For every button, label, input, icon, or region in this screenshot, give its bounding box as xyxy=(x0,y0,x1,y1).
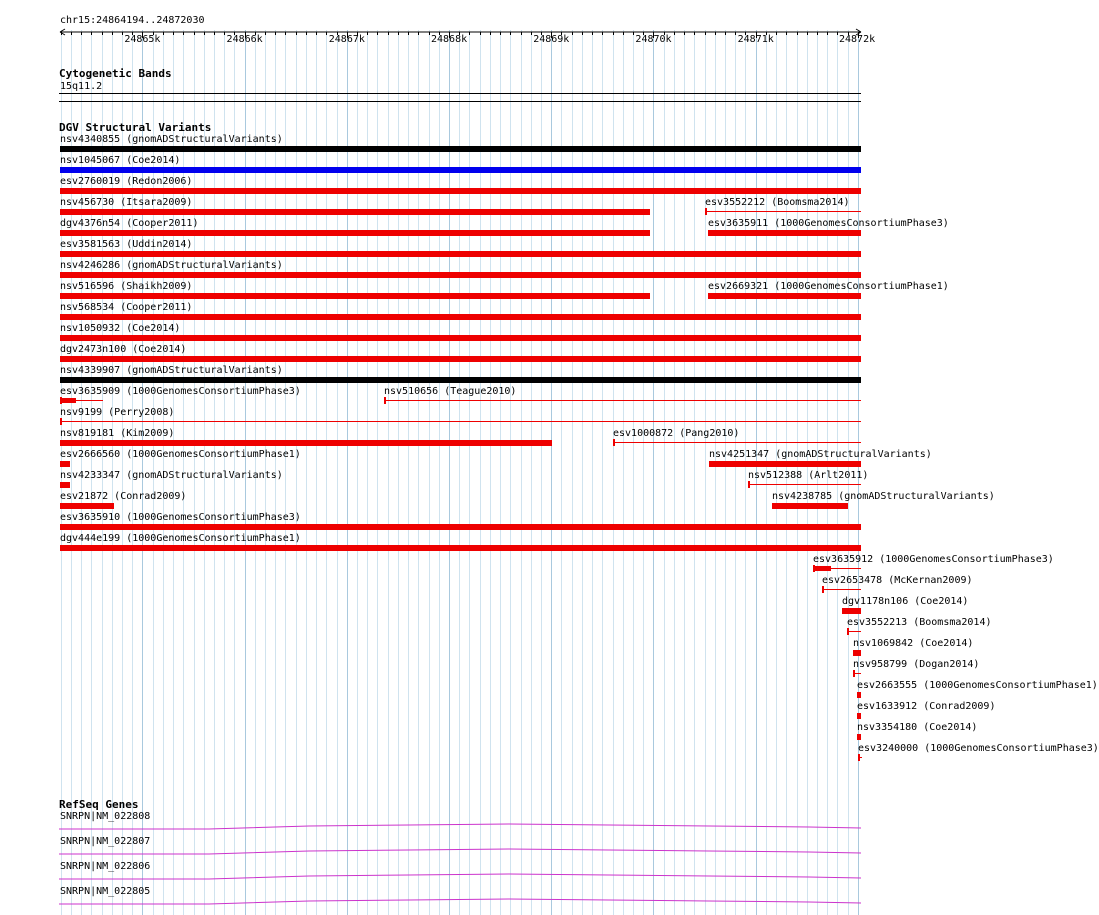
gridline xyxy=(449,30,450,915)
gridline xyxy=(429,30,430,915)
variant-glyph[interactable] xyxy=(857,692,861,698)
variant-label[interactable]: esv21872 (Conrad2009) xyxy=(60,491,187,502)
variant-glyph[interactable] xyxy=(60,440,552,446)
variant-label[interactable]: esv2663555 (1000GenomesConsortiumPhase1) xyxy=(857,680,1098,691)
variant-glyph[interactable] xyxy=(60,418,861,425)
gridline xyxy=(633,30,634,915)
ruler-tick-label: 24870k xyxy=(635,34,672,45)
variant-thin-line xyxy=(849,631,861,632)
gridline xyxy=(388,30,389,915)
variant-label[interactable]: esv3240000 (1000GenomesConsortiumPhase3) xyxy=(858,743,1099,754)
gridline xyxy=(613,30,614,915)
variant-label[interactable]: nsv4340855 (gnomADStructuralVariants) xyxy=(60,134,283,145)
gridline xyxy=(408,30,409,915)
variant-glyph[interactable] xyxy=(60,377,861,383)
ruler-tick-label: 24865k xyxy=(124,34,161,45)
gridline xyxy=(572,30,573,915)
variant-glyph[interactable] xyxy=(858,754,862,761)
variant-glyph[interactable] xyxy=(60,209,650,215)
variant-thin-line xyxy=(615,442,861,443)
variant-label[interactable]: esv2653478 (McKernan2009) xyxy=(822,575,973,586)
gridline xyxy=(357,30,358,915)
variant-glyph[interactable] xyxy=(708,230,861,236)
variant-glyph[interactable] xyxy=(842,608,861,614)
variant-glyph[interactable] xyxy=(748,481,861,488)
gridline xyxy=(725,30,726,915)
gridline xyxy=(623,30,624,915)
variant-label[interactable]: esv3552212 (Boomsma2014) xyxy=(705,197,850,208)
gridline xyxy=(377,30,378,915)
ruler-tick-label: 24871k xyxy=(737,34,774,45)
gridline xyxy=(459,30,460,915)
gene-label[interactable]: SNRPN|NM_022806 xyxy=(60,861,151,872)
variant-glyph[interactable] xyxy=(613,439,861,446)
variant-glyph[interactable] xyxy=(60,461,70,467)
variant-label[interactable]: dgv2473n100 (Coe2014) xyxy=(60,344,187,355)
location-label: chr15:24864194..24872030 xyxy=(60,15,205,26)
ruler-tick-label: 24867k xyxy=(328,34,365,45)
variant-glyph[interactable] xyxy=(60,167,861,173)
gridline xyxy=(551,30,552,915)
variant-thin-line xyxy=(860,757,862,758)
variant-label[interactable]: nsv516596 (Shaikh2009) xyxy=(60,281,193,292)
variant-label[interactable]: esv1000872 (Pang2010) xyxy=(613,428,740,439)
variant-label[interactable]: esv3635909 (1000GenomesConsortiumPhase3) xyxy=(60,386,301,397)
gridline xyxy=(398,30,399,915)
variant-label[interactable]: nsv510656 (Teague2010) xyxy=(384,386,517,397)
variant-label[interactable]: nsv568534 (Cooper2011) xyxy=(60,302,193,313)
variant-label[interactable]: esv2760019 (Redon2006) xyxy=(60,176,193,187)
gridline xyxy=(439,30,440,915)
gridline xyxy=(715,30,716,915)
gridline xyxy=(653,30,654,915)
gene-model[interactable] xyxy=(59,823,862,831)
gridline xyxy=(592,30,593,915)
variant-thin-line xyxy=(824,589,861,590)
variant-glyph[interactable] xyxy=(60,146,861,152)
variant-glyph[interactable] xyxy=(60,482,70,488)
variant-label[interactable]: nsv3354180 (Coe2014) xyxy=(857,722,978,733)
dgv-track-title[interactable]: DGV Structural Variants xyxy=(59,121,212,134)
variant-glyph[interactable] xyxy=(857,713,861,719)
gridline xyxy=(745,30,746,915)
cytoband-track-line xyxy=(59,93,861,94)
variant-thin-line xyxy=(707,211,861,212)
variant-glyph[interactable] xyxy=(709,461,861,467)
variant-glyph[interactable] xyxy=(813,565,861,572)
variant-thick-part xyxy=(813,566,831,571)
track-separator xyxy=(59,101,861,102)
gridline xyxy=(521,30,522,915)
cytoband-band-label: 15q11.2 xyxy=(60,81,103,92)
gene-intron-line xyxy=(59,824,861,829)
variant-label[interactable]: nsv456730 (Itsara2009) xyxy=(60,197,193,208)
gridline xyxy=(510,30,511,915)
variant-label[interactable]: esv2666560 (1000GenomesConsortiumPhase1) xyxy=(60,449,301,460)
variant-glyph[interactable] xyxy=(60,356,861,362)
variant-thin-line xyxy=(750,484,861,485)
variant-label[interactable]: dgv4376n54 (Cooper2011) xyxy=(60,218,199,229)
gene-model[interactable] xyxy=(59,898,862,906)
variant-label[interactable]: nsv4251347 (gnomADStructuralVariants) xyxy=(709,449,932,460)
variant-label[interactable]: nsv819181 (Kim2009) xyxy=(60,428,175,439)
gridline xyxy=(469,30,470,915)
variant-glyph[interactable] xyxy=(60,314,861,320)
refseq-track-title[interactable]: RefSeq Genes xyxy=(59,798,139,811)
gridline xyxy=(735,30,736,915)
variant-label[interactable]: esv1633912 (Conrad2009) xyxy=(857,701,996,712)
gridline xyxy=(326,30,327,915)
gridline xyxy=(306,30,307,915)
gene-label[interactable]: SNRPN|NM_022808 xyxy=(60,811,151,822)
ruler-tick-label: 24866k xyxy=(226,34,263,45)
variant-thin-line xyxy=(855,673,861,674)
variant-label[interactable]: nsv4246286 (gnomADStructuralVariants) xyxy=(60,260,283,271)
gridline xyxy=(602,30,603,915)
gridline xyxy=(582,30,583,915)
ruler-tick-label: 24872k xyxy=(839,34,876,45)
variant-glyph[interactable] xyxy=(853,650,861,656)
variant-glyph[interactable] xyxy=(60,524,861,530)
variant-glyph[interactable] xyxy=(60,251,861,257)
gridline xyxy=(664,30,665,915)
gridline xyxy=(684,30,685,915)
variant-glyph[interactable] xyxy=(60,503,114,509)
variant-label[interactable]: nsv512388 (Arlt2011) xyxy=(748,470,869,481)
ruler-tick-label: 24868k xyxy=(430,34,468,45)
gridline xyxy=(285,30,286,915)
variant-glyph[interactable] xyxy=(384,397,861,404)
gene-intron-line xyxy=(59,874,861,879)
variant-label[interactable]: esv3635910 (1000GenomesConsortiumPhase3) xyxy=(60,512,301,523)
gridline xyxy=(694,30,695,915)
variant-glyph[interactable] xyxy=(60,230,650,236)
variant-glyph[interactable] xyxy=(847,628,861,635)
variant-label[interactable]: nsv4238785 (gnomADStructuralVariants) xyxy=(772,491,995,502)
gridline xyxy=(500,30,501,915)
gridline xyxy=(337,30,338,915)
variant-glyph[interactable] xyxy=(708,293,861,299)
variant-glyph[interactable] xyxy=(60,335,861,341)
gridline xyxy=(316,30,317,915)
variant-thick-part xyxy=(60,398,76,403)
gene-model[interactable] xyxy=(59,848,862,856)
variant-glyph[interactable] xyxy=(60,397,103,404)
gridline xyxy=(674,30,675,915)
variant-label[interactable]: nsv1045067 (Coe2014) xyxy=(60,155,181,166)
variant-glyph[interactable] xyxy=(705,208,861,215)
gridline xyxy=(367,30,368,915)
gridline xyxy=(561,30,562,915)
variant-glyph[interactable] xyxy=(60,188,861,194)
variant-label[interactable]: nsv4339907 (gnomADStructuralVariants) xyxy=(60,365,283,376)
gridline xyxy=(480,30,481,915)
gridline xyxy=(418,30,419,915)
variant-glyph[interactable] xyxy=(857,734,861,740)
gridline xyxy=(531,30,532,915)
variant-glyph[interactable] xyxy=(60,272,861,278)
gridline xyxy=(296,30,297,915)
scale-ruler[interactable] xyxy=(0,25,890,70)
gridline xyxy=(705,30,706,915)
variant-label[interactable]: nsv9199 (Perry2008) xyxy=(60,407,175,418)
gene-label[interactable]: SNRPN|NM_022805 xyxy=(60,886,151,897)
variant-label[interactable]: nsv958799 (Dogan2014) xyxy=(853,659,980,670)
variant-glyph[interactable] xyxy=(822,586,861,593)
gene-intron-line xyxy=(59,849,861,854)
gridline xyxy=(541,30,542,915)
variant-glyph[interactable] xyxy=(772,503,848,509)
variant-label[interactable]: esv3581563 (Uddin2014) xyxy=(60,239,193,250)
variant-label[interactable]: esv3552213 (Boomsma2014) xyxy=(847,617,992,628)
variant-label[interactable]: dgv444e199 (1000GenomesConsortiumPhase1) xyxy=(60,533,301,544)
variant-thin-line xyxy=(386,400,861,401)
variant-label[interactable]: nsv1050932 (Coe2014) xyxy=(60,323,181,334)
variant-label[interactable]: esv3635912 (1000GenomesConsortiumPhase3) xyxy=(813,554,1054,565)
gridline xyxy=(347,30,348,915)
variant-label[interactable]: nsv4233347 (gnomADStructuralVariants) xyxy=(60,470,283,481)
variant-glyph[interactable] xyxy=(60,293,650,299)
variant-glyph[interactable] xyxy=(853,670,861,677)
variant-label[interactable]: nsv1069842 (Coe2014) xyxy=(853,638,974,649)
variant-thin-line xyxy=(62,421,861,422)
variant-label[interactable]: dgv1178n106 (Coe2014) xyxy=(842,596,969,607)
ruler-tick-label: 24869k xyxy=(533,34,570,45)
gene-label[interactable]: SNRPN|NM_022807 xyxy=(60,836,151,847)
variant-label[interactable]: esv3635911 (1000GenomesConsortiumPhase3) xyxy=(708,218,949,229)
gene-intron-line xyxy=(59,899,861,904)
gene-model[interactable] xyxy=(59,873,862,881)
variant-label[interactable]: esv2669321 (1000GenomesConsortiumPhase1) xyxy=(708,281,949,292)
gridline xyxy=(490,30,491,915)
variant-glyph[interactable] xyxy=(60,545,861,551)
gridline xyxy=(643,30,644,915)
cytoband-track-title[interactable]: Cytogenetic Bands xyxy=(59,67,172,80)
